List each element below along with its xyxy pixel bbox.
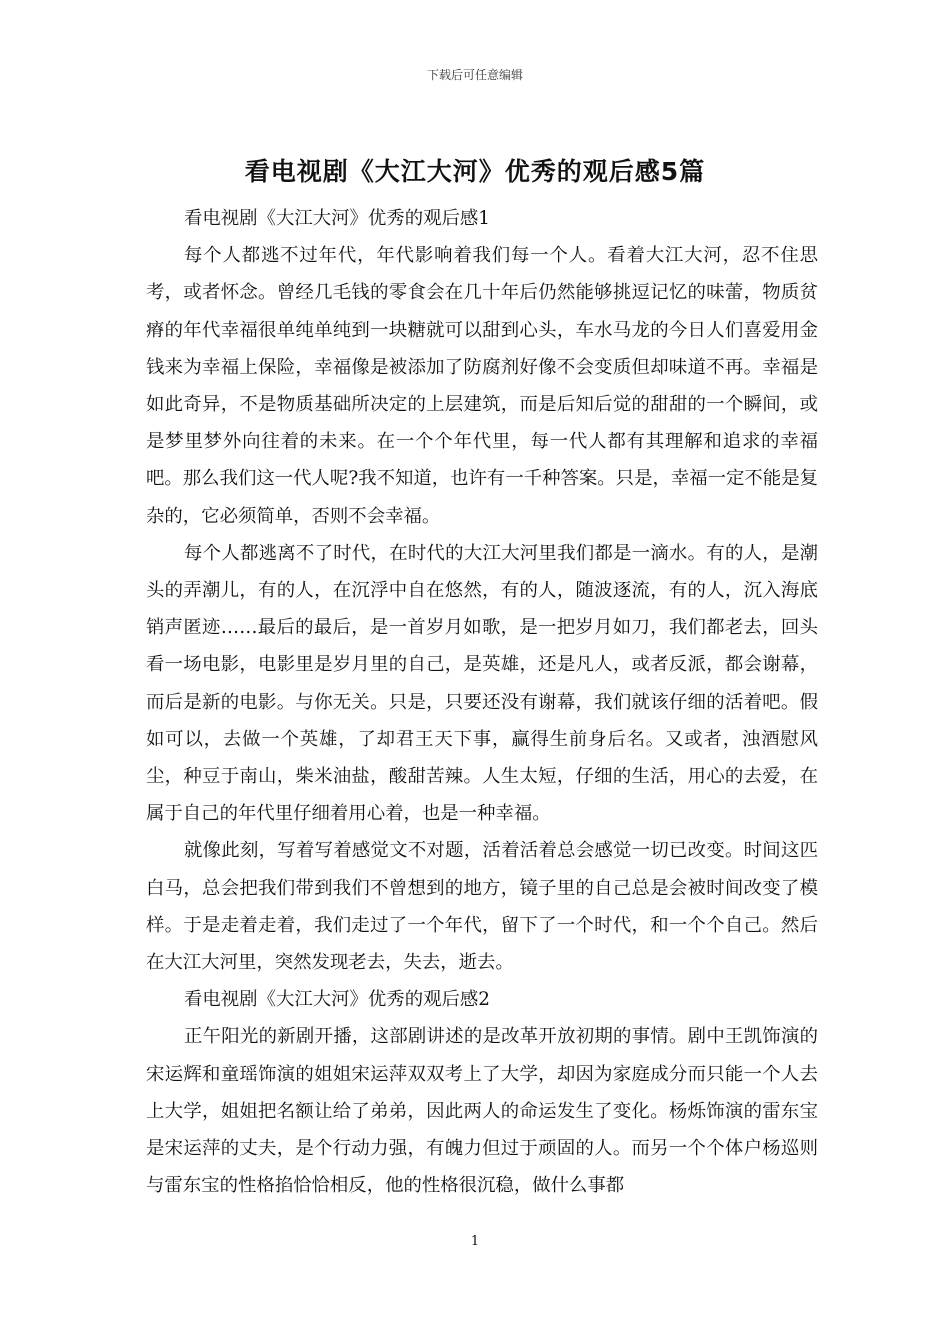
paragraph: 正午阳光的新剧开播，这部剧讲述的是改革开放初期的事情。剧中王凯饰演的宋运辉和童瑶饰演的姐姐宋运萍双双考上了大学，却因为家庭成分而只能一个人去上大学，姐姐把名额让给了弟弟，因此两人的命运发生了变化。杨烁饰演的雷东宝是宋运萍的丈夫，是个行动力强，有魄力但过于顽固的人。而另一个个体户杨巡则与雷东宝的性格掐恰恰相反，他的性格很沉稳，做什么事都 [146,1026,818,1197]
paragraph: 就像此刻，写着写着感觉文不对题，活着活着总会感觉一切已改变。时间这匹白马，总会把我们带到我们不曾想到的地方，镜子里的自己总是会被时间改变了模样。于是走着走着，我们走过了一个年代，留下了一个时代，和一个个自己。然后在大江大河里，突然发现老去，失去，逝去。 [146,840,818,974]
page-header: 下载后可任意编辑 [426,68,523,82]
page-number: 1 [470,1234,480,1249]
section-heading-2: 看电视剧《大江大河》优秀的观后感2 [184,989,490,1011]
document-body [146,200,818,1204]
page-title: 看电视剧《大江大河》优秀的观后感5篇 [244,157,706,186]
paragraph: 每个人都逃离不了时代，在时代的大江大河里我们都是一滴水。有的人，是潮头的弄潮儿，有的人，在沉浮中自在悠然，有的人，随波逐流，有的人，沉入海底销声匿迹……最后的最后，是一首岁月如歌，是一把岁月如刀，我们都老去，回头看一场电影，电影里是岁月里的自己，是英雄，还是凡人，或者反派，都会谢幕，而后是新的电影。与你无关。只是，只要还没有谢幕，我们就该仔细的活着吧。假如可以，去做一个英雄，了却君王天下事，赢得生前身后名。又或者，浊酒慰风尘，种豆于南山，柴米油盐，酸甜苦辣。人生太短，仔细的生活，用心的去爱，在属于自己的年代里仔细着用心着，也是一种幸福。 [146,542,818,825]
section-heading-1: 看电视剧《大江大河》优秀的观后感1 [184,208,490,229]
paragraph: 每个人都逃不过年代，年代影响着我们每一个人。看着大江大河，忍不住思考，或者怀念。曾经几毛钱的零食会在几十年后仍然能够挑逗记忆的味蕾，物质贫瘠的年代幸福很单纯单纯到一块糖就可以甜到心头，车水马龙的今日人们喜爱用金钱来为幸福上保险，幸福像是被添加了防腐剂好像不会变质但却味道不再。幸福是如此奇异，不是物质基础所决定的上层建筑，而是后知后觉的甜甜的一个瞬间，或是梦里梦外向往着的未来。在一个个年代里，每一代人都有其理解和追求的幸福吧。那么我们这一代人呢?我不知道，也许有一千种答案。只是，幸福一定不能是复杂的，它必须简单，否则不会幸福。 [146,245,818,527]
